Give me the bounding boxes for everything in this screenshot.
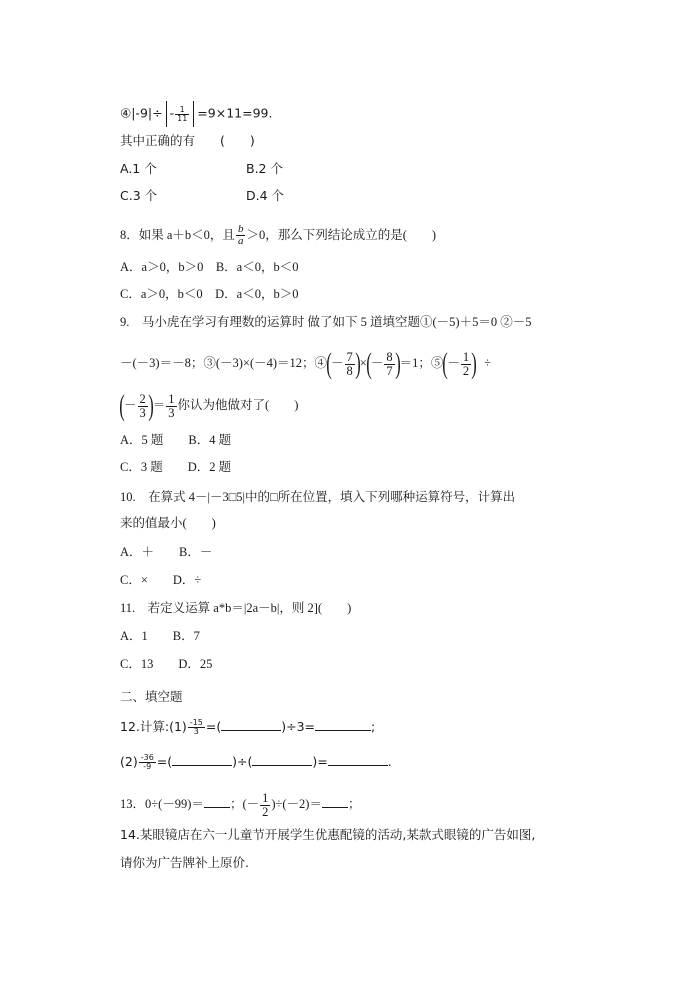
blank-12-1a[interactable] bbox=[221, 729, 281, 731]
q8-part1: 8．如果 a＋b＜0，且 bbox=[120, 228, 235, 242]
q7-option-d: D.4 个 bbox=[246, 188, 285, 203]
fraction-8-7: $\frac{8}{7}$ bbox=[386, 350, 393, 378]
q13 bbox=[120, 789, 360, 819]
q8-stem bbox=[120, 224, 436, 247]
paren-open-2: ( bbox=[366, 347, 372, 381]
fraction-b-over-a: $\frac{b}{a}$ bbox=[237, 223, 244, 247]
paren-close-3: ) bbox=[471, 347, 477, 381]
times: × bbox=[359, 356, 367, 370]
blank-12-1b[interactable] bbox=[315, 729, 371, 731]
fraction-2-3: $\frac{2}{3}$ bbox=[139, 392, 146, 420]
fraction-1-3: $\frac{1}{3}$ bbox=[168, 392, 175, 420]
q12-prefix2: (2) bbox=[120, 754, 138, 769]
q8-options-row2: C．a＞0，b＜0 D．a＜0，b＞0 bbox=[120, 287, 299, 301]
q13-part1: 13．0÷(－99)＝ bbox=[120, 797, 204, 811]
q9-line2 bbox=[120, 348, 491, 379]
q8-options-row1: A．a＞0，b＞0 B．a＜0，b＜0 bbox=[120, 260, 299, 274]
circle-4: ④ bbox=[120, 105, 132, 121]
q9-options-row2: C．3 题 D．2 题 bbox=[120, 460, 232, 474]
q14-line1: 14.某眼镜店在六一儿童节开展学生优惠配镜的活动,某款式眼镜的广告如图, bbox=[120, 827, 536, 842]
blank-12-2b[interactable] bbox=[252, 764, 312, 766]
minus-sign: - bbox=[169, 105, 175, 121]
paren-close: ) bbox=[355, 347, 361, 381]
q12-rest1c: ; bbox=[371, 719, 376, 734]
q12-rest2c: )= bbox=[312, 754, 328, 769]
paren-open: ( bbox=[326, 347, 332, 381]
abs-bar-left bbox=[166, 101, 167, 127]
q11-line1: 11. 若定义运算 a*b＝|2a－b|，则 2]( ) bbox=[120, 601, 352, 615]
q12-rest2d: . bbox=[387, 754, 392, 769]
minus-2: － bbox=[370, 356, 384, 370]
equals: ＝ bbox=[152, 398, 166, 412]
q9-line3b: 你认为他做对了( ) bbox=[177, 398, 299, 412]
blank-13-1[interactable] bbox=[204, 806, 230, 808]
q10-options-row1: A．＋ B．－ bbox=[120, 545, 213, 559]
fraction-1-2-q13: $\frac{1}{2}$ bbox=[262, 791, 269, 819]
q7-option-c: C.3 个 bbox=[120, 188, 158, 203]
q9-line1: 9. 马小虎在学习有理数的运算时 做了如下 5 道填空题①(－5)＋5＝0 ②－5 bbox=[120, 315, 532, 329]
blank-12-2c[interactable] bbox=[328, 764, 388, 766]
q9-line2b: ＝1；⑤ bbox=[399, 356, 444, 370]
q12-part2 bbox=[120, 753, 392, 771]
fraction-7-8: $\frac{7}{8}$ bbox=[346, 350, 353, 378]
blank-12-2a[interactable] bbox=[172, 764, 232, 766]
q13-part3: )÷(－2)＝ bbox=[271, 797, 322, 811]
q12-rest2a: =( bbox=[156, 754, 173, 769]
q12-rest1a: =( bbox=[205, 719, 222, 734]
abs-9: |-9| bbox=[131, 105, 153, 121]
q12-prefix: 12.计算:(1) bbox=[120, 719, 187, 734]
q10-line1: 10. 在算式 4－|－3□5|中的□所在位置，填入下列哪种运算符号，计算出 bbox=[120, 490, 516, 504]
q8-part2: ＞0，那么下列结论成立的是( ) bbox=[246, 228, 437, 242]
q11-options-row2: C．13 D．25 bbox=[120, 657, 213, 671]
q7-prompt: 其中正确的有 ( ) bbox=[120, 133, 255, 148]
q14-line2: 请你为广告牌补上原价. bbox=[120, 855, 249, 870]
q9-options-row1: A．5 题 B．4 题 bbox=[120, 433, 232, 447]
minus-3: － bbox=[447, 356, 460, 370]
paren-open-3: ( bbox=[442, 347, 449, 381]
paren-open-4: ( bbox=[119, 389, 125, 423]
q10-options-row2: C．× D．÷ bbox=[120, 573, 202, 587]
q7-option-b: B.2 个 bbox=[246, 161, 283, 176]
fraction-neg15-3: $\frac{-15}{3}$ bbox=[189, 718, 203, 736]
q9-line2a: －(－3)＝－8；③(－3)×(－4)＝12；④ bbox=[120, 356, 328, 370]
q10-line2: 来的值最小( ) bbox=[120, 516, 216, 530]
q9-line3 bbox=[120, 390, 298, 421]
q13-part4: ； bbox=[347, 797, 361, 811]
q7-option-a: A.1 个 bbox=[120, 161, 157, 176]
q12-part1 bbox=[120, 718, 375, 736]
q7-item4 bbox=[120, 101, 272, 127]
div-sign: ÷ bbox=[152, 105, 163, 121]
minus-4: － bbox=[124, 398, 137, 412]
q12-rest2b: )÷( bbox=[232, 754, 253, 769]
fraction-1-11: $\frac{1}{11}$ bbox=[177, 104, 188, 123]
q12-rest1b: )÷3= bbox=[281, 719, 316, 734]
blank-13-2[interactable] bbox=[322, 806, 348, 808]
q13-part2: ；(－ bbox=[229, 797, 260, 811]
q11-options-row1: A．1 B．7 bbox=[120, 629, 200, 643]
section-title: 二、填空题 bbox=[120, 689, 183, 704]
abs-bar-right bbox=[193, 101, 194, 127]
result-text: =9×11=99. bbox=[197, 105, 273, 121]
fraction-1-2: $\frac{1}{2}$ bbox=[462, 350, 470, 378]
div: ÷ bbox=[484, 356, 492, 370]
paren-close-4: ) bbox=[148, 389, 154, 423]
fraction-neg36-neg9: $\frac{-36}{-9}$ bbox=[140, 753, 154, 771]
minus: － bbox=[331, 356, 344, 370]
paren-close-2: ) bbox=[394, 347, 401, 381]
